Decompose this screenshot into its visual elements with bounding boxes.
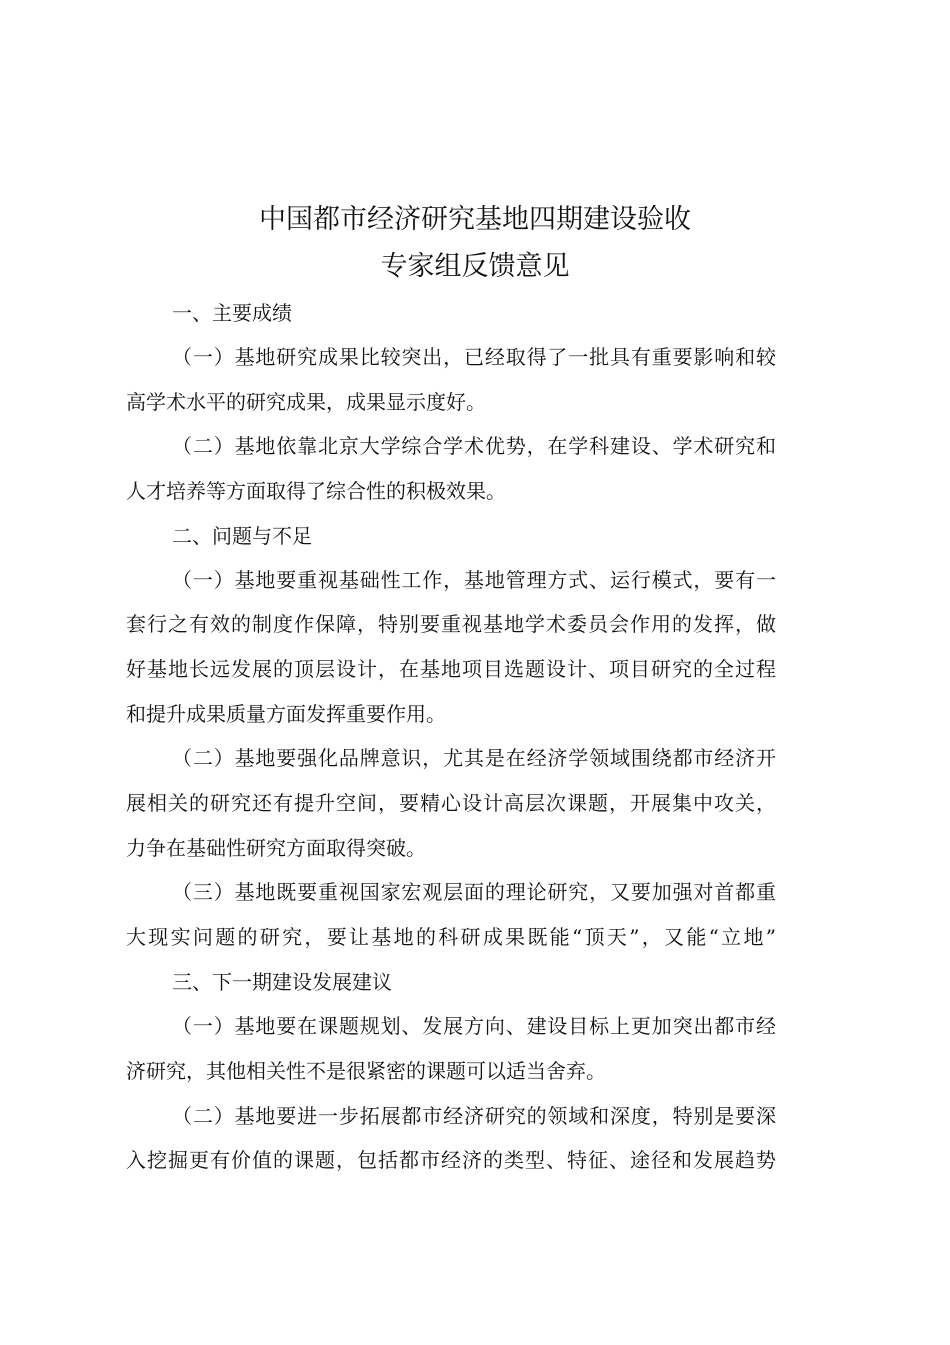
paragraph-line: 和提升成果质量方面发挥重要作用。	[126, 702, 446, 726]
paragraph-line: 大现实问题的研究，要让基地的科研成果既能“顶天”，又能“立地”	[126, 925, 776, 949]
paragraph-line: （一）基地要在课题规划、发展方向、建设目标上更加突出都市经	[172, 1014, 776, 1038]
document-title-line-1: 中国都市经济研究基地四期建设验收	[259, 204, 691, 235]
paragraph-line: （一）基地要重视基础性工作，基地管理方式、运行模式，要有一	[172, 568, 776, 592]
paragraph-line: 好基地长远发展的顶层设计，在基地项目选题设计、项目研究的全过程	[126, 657, 776, 681]
paragraph-line: （三）基地既要重视国家宏观层面的理论研究，又要加强对首都重	[172, 880, 776, 904]
document-title-line-2: 专家组反馈意见	[380, 251, 570, 282]
section-heading-suggestions: 三、下一期建设发展建议	[172, 970, 392, 994]
paragraph-line: （一）基地研究成果比较突出，已经取得了一批具有重要影响和较	[172, 345, 776, 369]
paragraph-line: （二）基地要强化品牌意识，尤其是在经济学领域围绕都市经济开	[172, 746, 776, 770]
paragraph-line: 展相关的研究还有提升空间，要精心设计高层次课题，开展集中攻关，	[126, 791, 776, 815]
paragraph-line: 人才培养等方面取得了综合性的积极效果。	[126, 479, 506, 503]
paragraph-line: 套行之有效的制度作保障，特别要重视基地学术委员会作用的发挥，做	[126, 612, 776, 636]
paragraph-line: 力争在基础性研究方面取得突破。	[126, 836, 426, 860]
paragraph-line: （二）基地依靠北京大学综合学术优势，在学科建设、学术研究和	[172, 434, 776, 458]
paragraph-line: 高学术水平的研究成果，成果显示度好。	[126, 390, 486, 414]
paragraph-line: （二）基地要进一步拓展都市经济研究的领域和深度，特别是要深	[172, 1104, 776, 1128]
paragraph-line: 济研究，其他相关性不是很紧密的课题可以适当舍弃。	[126, 1059, 606, 1083]
section-heading-achievements: 一、主要成绩	[172, 301, 292, 325]
section-heading-problems: 二、问题与不足	[172, 524, 312, 548]
paragraph-line: 入挖掘更有价值的课题，包括都市经济的类型、特征、途径和发展趋势	[126, 1148, 776, 1172]
